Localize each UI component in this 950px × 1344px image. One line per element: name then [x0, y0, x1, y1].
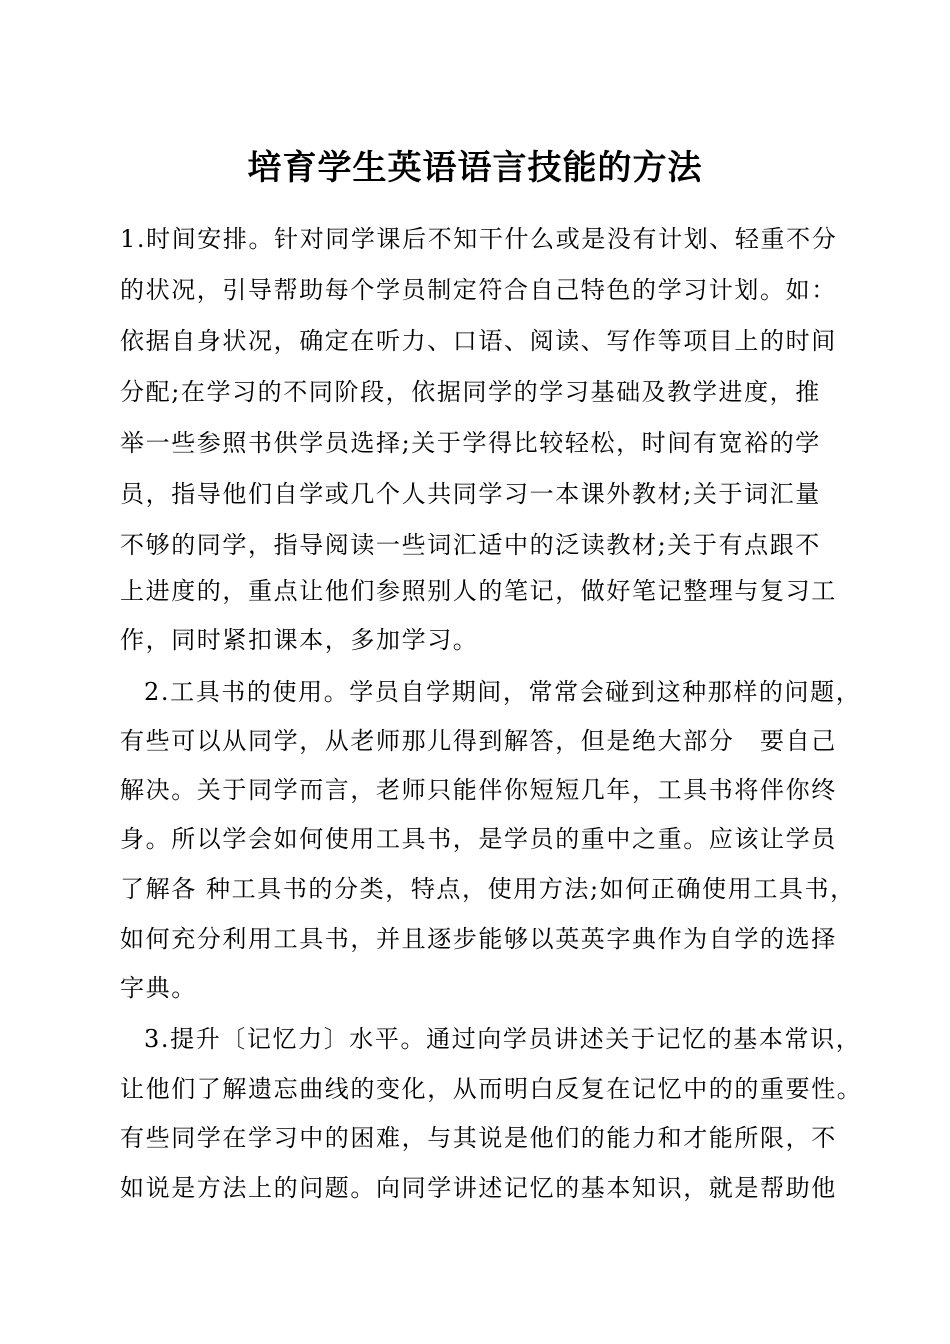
paragraph-3-line-1: 3.提升〔记忆力〕水平。通过向学员讲述关于记忆的基本常识，: [144, 1025, 862, 1053]
paragraph-2-line-3: 解决。关于同学而言，老师只能伴你短短几年，工具书将伴你终: [120, 776, 837, 804]
paragraph-2-line-7: 字典。: [120, 974, 197, 1002]
paragraph-1-line-1: 1.时间安排。针对同学课后不知干什么或是没有计划、轻重不分: [120, 225, 838, 253]
paragraph-1-line-4: 分配;在学习的不同阶段，依据同学的学习基础及教学进度，推: [120, 378, 821, 406]
paragraph-1-line-6: 员，指导他们自学或几个人共同学习一本课外教材;关于词汇量: [120, 480, 821, 508]
paragraph-1-line-2: 的状况，引导帮助每个学员制定符合自己特色的学习计划。如：: [120, 276, 837, 304]
paragraph-2-line-4: 身。所以学会如何使用工具书，是学员的重中之重。应该让学员: [120, 825, 837, 853]
paragraph-1-line-5: 举一些参照书供学员选择;关于学得比较轻松，时间有宽裕的学: [120, 429, 821, 457]
paragraph-1-line-9: 作，同时紧扣课本，多加学习。: [120, 626, 479, 654]
paragraph-1-line-7: 不够的同学，指导阅读一些词汇适中的泛读教材;关于有点跟不: [120, 531, 821, 559]
paragraph-1-line-3: 依据自身状况，确定在听力、口语、阅读、写作等项目上的时间: [120, 327, 837, 355]
paragraph-3-line-2: 让他们了解遗忘曲线的变化，从而明白反复在记忆中的的重要性。: [120, 1075, 863, 1103]
paragraph-2-line-1: 2.工具书的使用。学员自学期间，常常会碰到这种那样的问题，: [144, 678, 862, 706]
paragraph-2-line-2: 有些可以从同学，从老师那儿得到解答，但是绝大部分 要自己: [120, 727, 837, 755]
paragraph-2-line-5: 了解各 种工具书的分类，特点，使用方法;如何正确使用工具书，: [120, 875, 856, 903]
paragraph-2-line-6: 如何充分利用工具书，并且逐步能够以英英字典作为自学的选择: [120, 925, 837, 953]
document-title: 培育学生英语语言技能的方法: [247, 148, 703, 188]
paragraph-1-line-8: 上进度的，重点让他们参照别人的笔记，做好笔记整理与复习工: [120, 577, 837, 605]
paragraph-3-line-3: 有些同学在学习中的困难，与其说是他们的能力和才能所限，不: [120, 1124, 837, 1152]
paragraph-3-line-4: 如说是方法上的问题。向同学讲述记忆的基本知识，就是帮助他: [120, 1174, 837, 1202]
